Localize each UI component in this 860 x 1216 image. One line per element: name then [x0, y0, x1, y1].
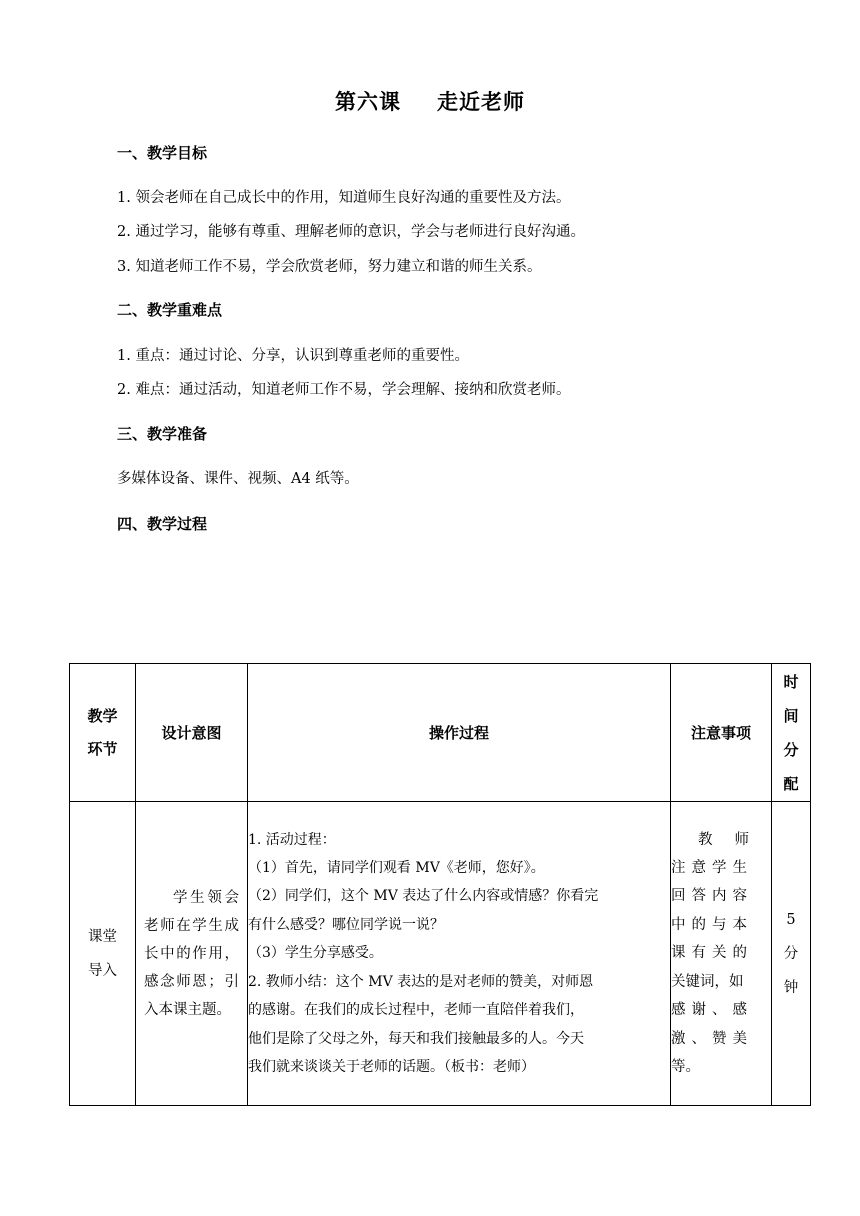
lesson-name: 走近老师: [437, 90, 525, 114]
table-header-row: [70, 664, 811, 802]
header-stage: 教学 环节: [70, 664, 136, 802]
objective-item: 2. 通过学习，能够有尊重、理解老师的意识，学会与老师进行良好沟通。: [117, 224, 585, 240]
header-time: 时 间 分 配: [772, 664, 811, 802]
lesson-number: 第六课: [335, 90, 401, 114]
cell-notes: 教师 注意学生 回答内容 中的与本 课有关的 关键词，如 感谢、感 激、赞美 等。: [671, 802, 772, 1106]
cell-intent: 学生领会老师在学生成长中的作用，感念师恩；引入本课主题。: [136, 802, 248, 1106]
lesson-title: [0, 86, 860, 116]
cell-time: 5 分 钟: [772, 802, 811, 1106]
keypoints-heading: 二、教学重难点: [117, 301, 223, 319]
preparation-heading: 三、教学准备: [117, 425, 208, 443]
cell-process: 1. 活动过程： （1）首先，请同学们观看 MV《老师，您好》。 （2）同学们，这个 MV 表达了什么内容或情感？你看完 有什么感受？哪位同学说一说？ （3）学生分享感受。 2. 教师小结：这个 MV 表达的是对老师的赞美，对师恩 的感谢。在我们的成长过程中，老师一直陪伴着我们， 他们是除了父母之外，每天和我们接触最多的人。今天 我们就来谈谈关于老师的话题。（板书：老师）: [248, 802, 671, 1106]
table-row: [70, 802, 811, 1106]
header-process: 操作过程: [248, 664, 671, 802]
header-intent: 设计意图: [136, 664, 248, 802]
keypoint-item: 1. 重点：通过讨论、分享，认识到尊重老师的重要性。: [117, 348, 469, 364]
keypoint-item: 2. 难点：通过活动，知道老师工作不易，学会理解、接纳和欣赏老师。: [117, 382, 571, 398]
objective-item: 3. 知道老师工作不易，学会欣赏老师，努力建立和谐的师生关系。: [117, 259, 542, 275]
teaching-process-table: [69, 663, 811, 1106]
cell-stage: 课堂 导入: [70, 802, 136, 1106]
header-notes: 注意事项: [671, 664, 772, 802]
preparation-text: 多媒体设备、课件、视频、A4 纸等。: [117, 471, 359, 487]
objective-item: 1. 领会老师在自己成长中的作用，知道师生良好沟通的重要性及方法。: [117, 190, 571, 206]
process-heading: 四、教学过程: [117, 515, 208, 533]
objectives-heading: 一、教学目标: [117, 144, 208, 162]
